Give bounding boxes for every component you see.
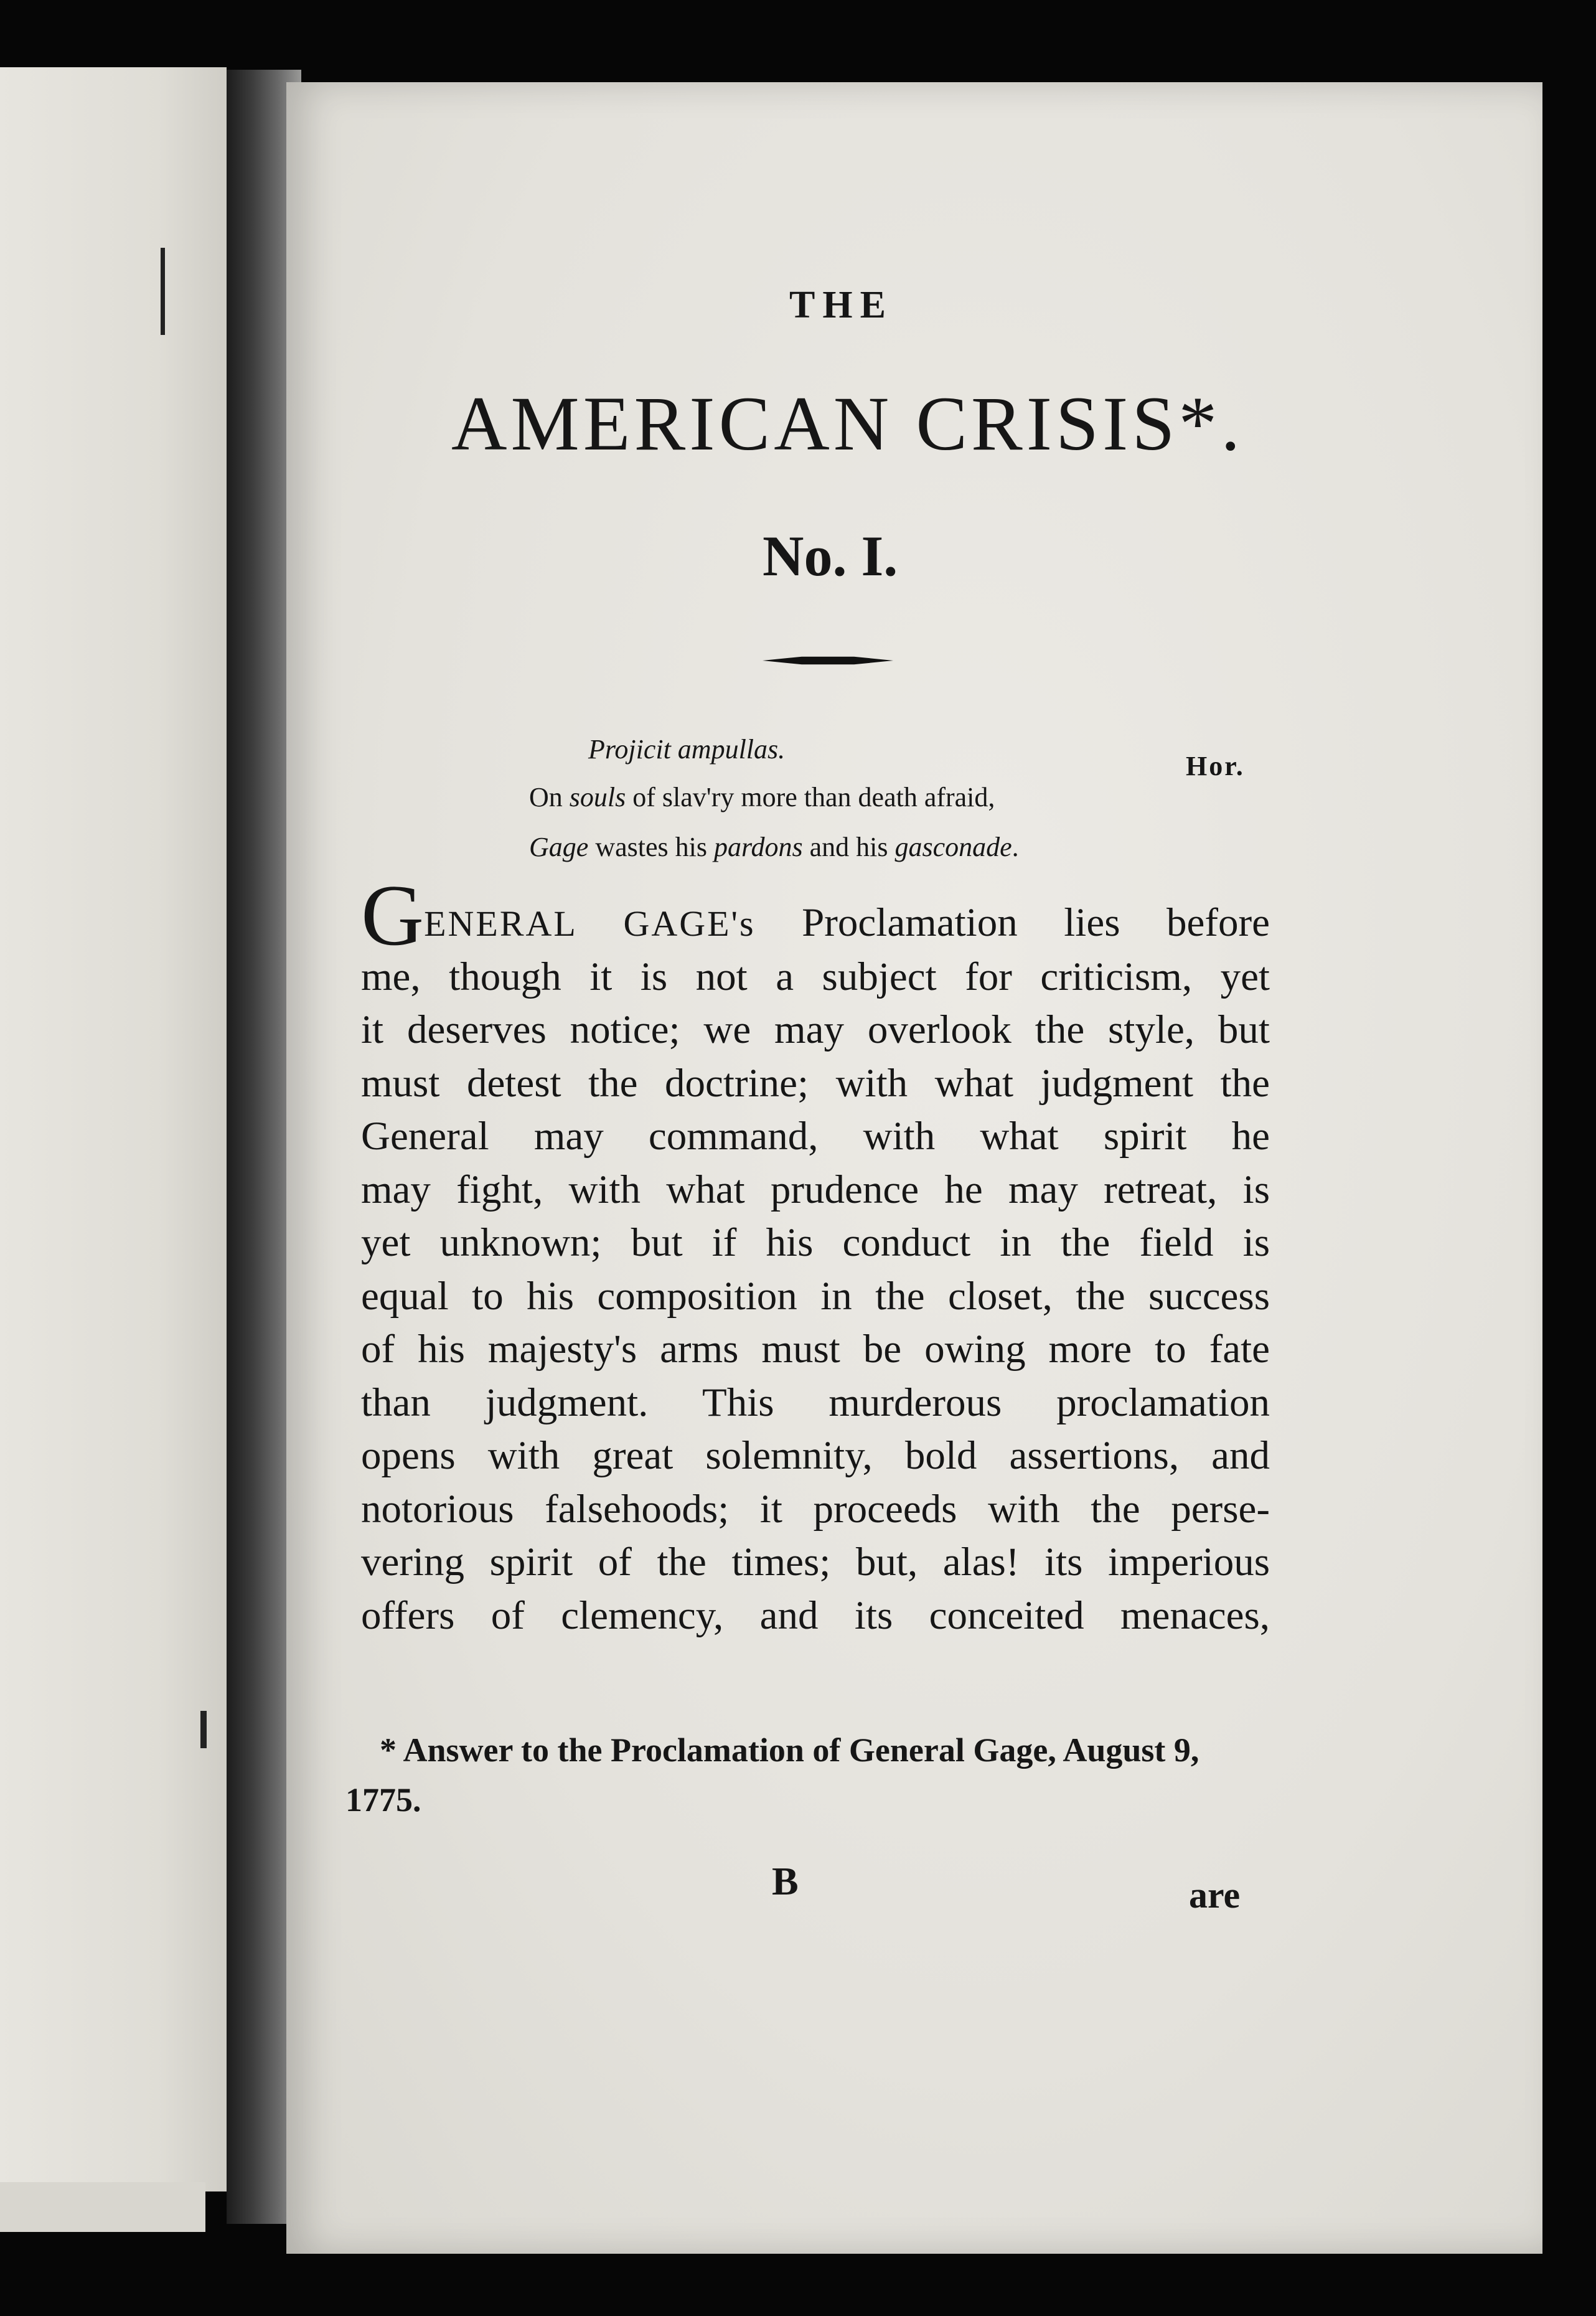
- body-line: GENERAL GAGE's Proclamation lies before: [361, 867, 1270, 964]
- series-label: THE: [789, 284, 893, 326]
- body-line: of his majesty's arms must be owing more to fate: [361, 1327, 1270, 1372]
- body-line: it deserves notice; we may overlook the style, but: [361, 1007, 1270, 1052]
- left-page-mark: [200, 1711, 207, 1748]
- body-line: offers of clemency, and its conceited menaces,: [361, 1593, 1270, 1638]
- left-page: [0, 67, 227, 2191]
- body-text: [361, 867, 1270, 1642]
- motto-verse-line-2: Gage wastes his pardons and his gasconade.: [529, 832, 1019, 862]
- body-line: yet unknown; but if his conduct in the field is: [361, 1220, 1270, 1265]
- body-line: must detest the doctrine; with what judgment the: [361, 1060, 1270, 1106]
- body-line: General may command, with what spirit he: [361, 1114, 1270, 1159]
- issue-number: No. I.: [763, 524, 898, 588]
- body-line: equal to his composition in the closet, the success: [361, 1273, 1270, 1319]
- body-line: opens with great solemnity, bold assertions, and: [361, 1433, 1270, 1478]
- motto-attribution: Hor.: [1186, 751, 1245, 781]
- footnote-line-2: 1775.: [345, 1781, 421, 1819]
- left-page-mark: [161, 248, 165, 335]
- body-line: than judgment. This murderous proclamation: [361, 1380, 1270, 1425]
- left-page-edge: [0, 2182, 205, 2232]
- catchword: are: [1189, 1875, 1241, 1916]
- drop-initial: G: [361, 867, 425, 964]
- body-line: may fight, with what prudence he may retreat, is: [361, 1167, 1270, 1212]
- body-line: vering spirit of the times; but, alas! its imperious: [361, 1540, 1270, 1584]
- body-line: notorious falsehoods; it proceeds with the perse-: [361, 1486, 1270, 1532]
- motto-latin: Projicit ampullas.: [588, 734, 786, 765]
- motto-verse-line-1: On souls of slav'ry more than death afraid,: [529, 782, 995, 812]
- body-line: me, though it is not a subject for criticism, yet: [361, 954, 1270, 999]
- footnote-line-1: * Answer to the Proclamation of General Gage, August 9,: [380, 1731, 1199, 1769]
- signature-mark: B: [772, 1859, 799, 1903]
- page-title: AMERICAN CRISIS*.: [451, 381, 1244, 466]
